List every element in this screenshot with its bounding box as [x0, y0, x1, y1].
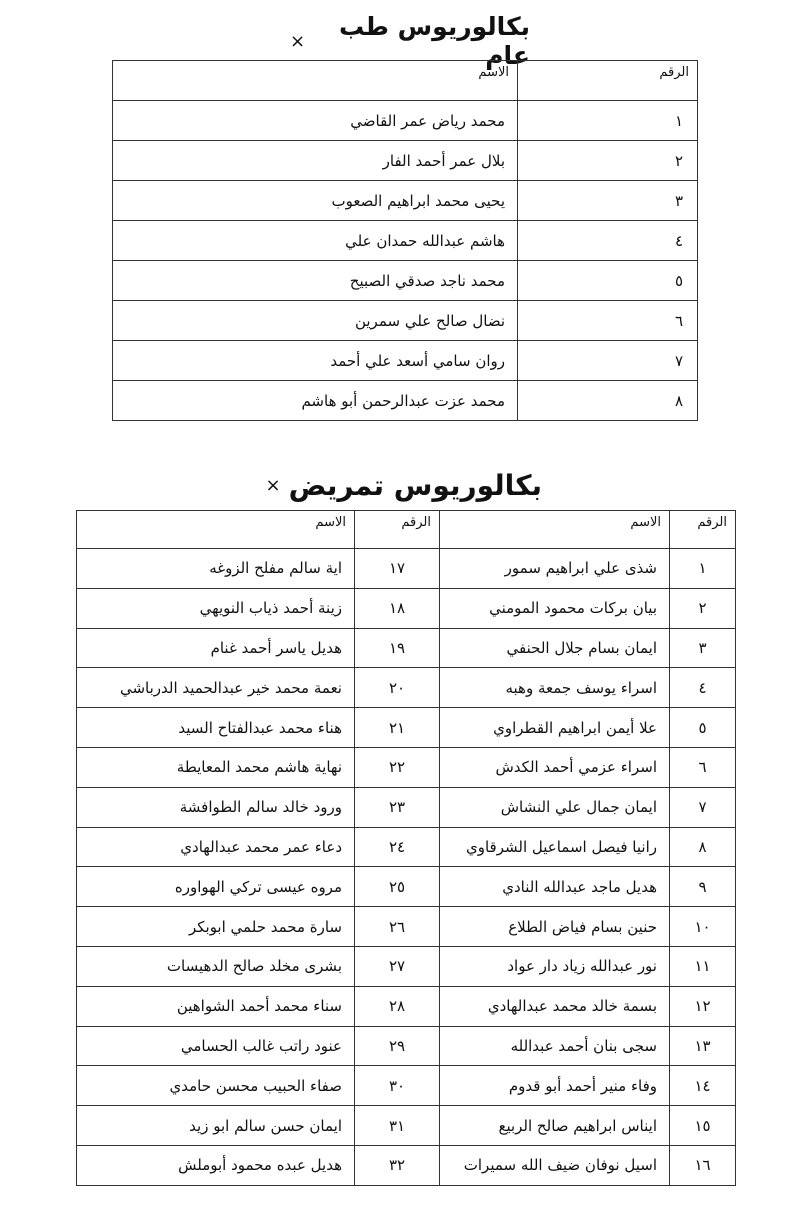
row-number: ٦ [670, 747, 736, 787]
row-number: ٣ [518, 181, 698, 221]
row-name: ايمان جمال علي النشاش [440, 787, 670, 827]
row-name: ايمان بسام جلال الحنفي [440, 628, 670, 668]
row-number: ٢٧ [355, 946, 440, 986]
row-name: وفاء منير أحمد أبو قدوم [440, 1066, 670, 1106]
table-row [77, 1066, 736, 1106]
table-row [77, 946, 736, 986]
row-number: ١٣ [670, 1026, 736, 1066]
row-name: بيان بركات محمود المومني [440, 588, 670, 628]
row-name: هديل عبده محمود أبوملش [77, 1145, 355, 1185]
nursing-table [76, 510, 736, 1186]
row-name: محمد عزت عبدالرحمن أبو هاشم [113, 381, 518, 421]
table-row [77, 1145, 736, 1185]
row-name: بشرى مخلد صالح الدهيسات [77, 946, 355, 986]
row-number: ٨ [670, 827, 736, 867]
table-row [113, 181, 698, 221]
row-name: شذى علي ابراهيم سمور [440, 549, 670, 589]
header-name: الاسم [440, 511, 670, 549]
row-name: هاشم عبدالله حمدان علي [113, 221, 518, 261]
header-number: الرقم [355, 511, 440, 549]
row-name: اسراء يوسف جمعة وهبه [440, 668, 670, 708]
table-row [113, 141, 698, 181]
row-number: ٧ [518, 341, 698, 381]
row-number: ١٧ [355, 549, 440, 589]
nursing-table-body [77, 511, 736, 1186]
row-number: ٢٢ [355, 747, 440, 787]
row-name: ايناس ابراهيم صالح الربيع [440, 1106, 670, 1146]
row-number: ١٥ [670, 1106, 736, 1146]
row-name: محمد رياض عمر القاضي [113, 101, 518, 141]
row-name: نعمة محمد خير عبدالحميد الدرباشي [77, 668, 355, 708]
row-number: ١٨ [355, 588, 440, 628]
header-name: الاسم [77, 511, 355, 549]
row-name: هناء محمد عبدالفتاح السيد [77, 708, 355, 748]
table-row [77, 668, 736, 708]
row-name: سناء محمد أحمد الشواهين [77, 986, 355, 1026]
row-number: ٣٠ [355, 1066, 440, 1106]
row-number: ١٢ [670, 986, 736, 1026]
row-name: اسراء عزمي أحمد الكدش [440, 747, 670, 787]
row-number: ١٤ [670, 1066, 736, 1106]
table-row [113, 381, 698, 421]
row-number: ٢ [518, 141, 698, 181]
row-number: ١ [670, 549, 736, 589]
general-medicine-table [112, 60, 698, 421]
row-name: يحيى محمد ابراهيم الصعوب [113, 181, 518, 221]
row-number: ١٦ [670, 1145, 736, 1185]
row-number: ٨ [518, 381, 698, 421]
table-row [77, 549, 736, 589]
row-number: ٥ [670, 708, 736, 748]
general-medicine-table-body [113, 61, 698, 421]
row-name: هديل ماجد عبدالله النادي [440, 867, 670, 907]
row-name: روان سامي أسعد علي أحمد [113, 341, 518, 381]
row-name: ورود خالد سالم الطوافشة [77, 787, 355, 827]
row-number: ٣٢ [355, 1145, 440, 1185]
row-number: ١٩ [355, 628, 440, 668]
row-number: ٢٥ [355, 867, 440, 907]
row-name: مروه عيسى تركي الهواوره [77, 867, 355, 907]
row-name: زينة أحمد ذياب النويهي [77, 588, 355, 628]
x-bullet-icon: × [265, 474, 281, 496]
row-name: ايمان حسن سالم ابو زيد [77, 1106, 355, 1146]
section-title-text: بكالوريوس طب عام [338, 12, 530, 70]
row-number: ٣١ [355, 1106, 440, 1146]
row-name: اية سالم مفلح الزوغه [77, 549, 355, 589]
table-row [77, 588, 736, 628]
table-row [77, 986, 736, 1026]
row-number: ١٠ [670, 907, 736, 947]
row-name: بلال عمر أحمد الفار [113, 141, 518, 181]
row-number: ٤ [670, 668, 736, 708]
row-number: ٦ [518, 301, 698, 341]
table-row [77, 747, 736, 787]
header-name: الاسم [113, 61, 518, 101]
row-name: حنين بسام فياض الطلاع [440, 907, 670, 947]
row-number: ٢٩ [355, 1026, 440, 1066]
row-number: ٩ [670, 867, 736, 907]
header-number: الرقم [518, 61, 698, 101]
row-name: صفاء الحبيب محسن حامدي [77, 1066, 355, 1106]
row-name: هديل ياسر أحمد غنام [77, 628, 355, 668]
row-number: ٢ [670, 588, 736, 628]
row-name: سارة محمد حلمي ابوبكر [77, 907, 355, 947]
row-number: ٤ [518, 221, 698, 261]
row-name: نور عبدالله زياد دار عواد [440, 946, 670, 986]
table-row [77, 787, 736, 827]
row-number: ٢٦ [355, 907, 440, 947]
row-number: ٢٠ [355, 668, 440, 708]
row-number: ١١ [670, 946, 736, 986]
row-number: ٥ [518, 261, 698, 301]
table-row [113, 341, 698, 381]
table-row [113, 261, 698, 301]
row-name: عنود راتب غالب الحسامي [77, 1026, 355, 1066]
row-name: نهاية هاشم محمد المعايطة [77, 747, 355, 787]
table-row [77, 827, 736, 867]
table-row [113, 101, 698, 141]
table-row [77, 907, 736, 947]
header-number: الرقم [670, 511, 736, 549]
row-name: سجى بنان أحمد عبدالله [440, 1026, 670, 1066]
table-row [77, 1106, 736, 1146]
row-number: ٣ [670, 628, 736, 668]
row-number: ٢٤ [355, 827, 440, 867]
row-name: محمد ناجد صدقي الصبيح [113, 261, 518, 301]
row-number: ٢١ [355, 708, 440, 748]
table-row [77, 708, 736, 748]
section-title-nursing [262, 464, 542, 506]
row-name: علا أيمن ابراهيم القطراوي [440, 708, 670, 748]
table-row [77, 1026, 736, 1066]
row-name: رانيا فيصل اسماعيل الشرقاوي [440, 827, 670, 867]
row-number: ٧ [670, 787, 736, 827]
row-number: ٢٨ [355, 986, 440, 1026]
table-row [77, 628, 736, 668]
table-row [113, 221, 698, 261]
table-row [113, 301, 698, 341]
row-name: اسيل نوفان ضيف الله سميرات [440, 1145, 670, 1185]
row-name: دعاء عمر محمد عبدالهادي [77, 827, 355, 867]
section-title-general-medicine [290, 12, 530, 70]
row-number: ١ [518, 101, 698, 141]
section-title-text: بكالوريوس تمريض [288, 468, 542, 502]
row-name: بسمة خالد محمد عبدالهادي [440, 986, 670, 1026]
row-name: نضال صالح علي سمرين [113, 301, 518, 341]
table-row [77, 867, 736, 907]
row-number: ٢٣ [355, 787, 440, 827]
x-bullet-icon: × [290, 30, 306, 52]
